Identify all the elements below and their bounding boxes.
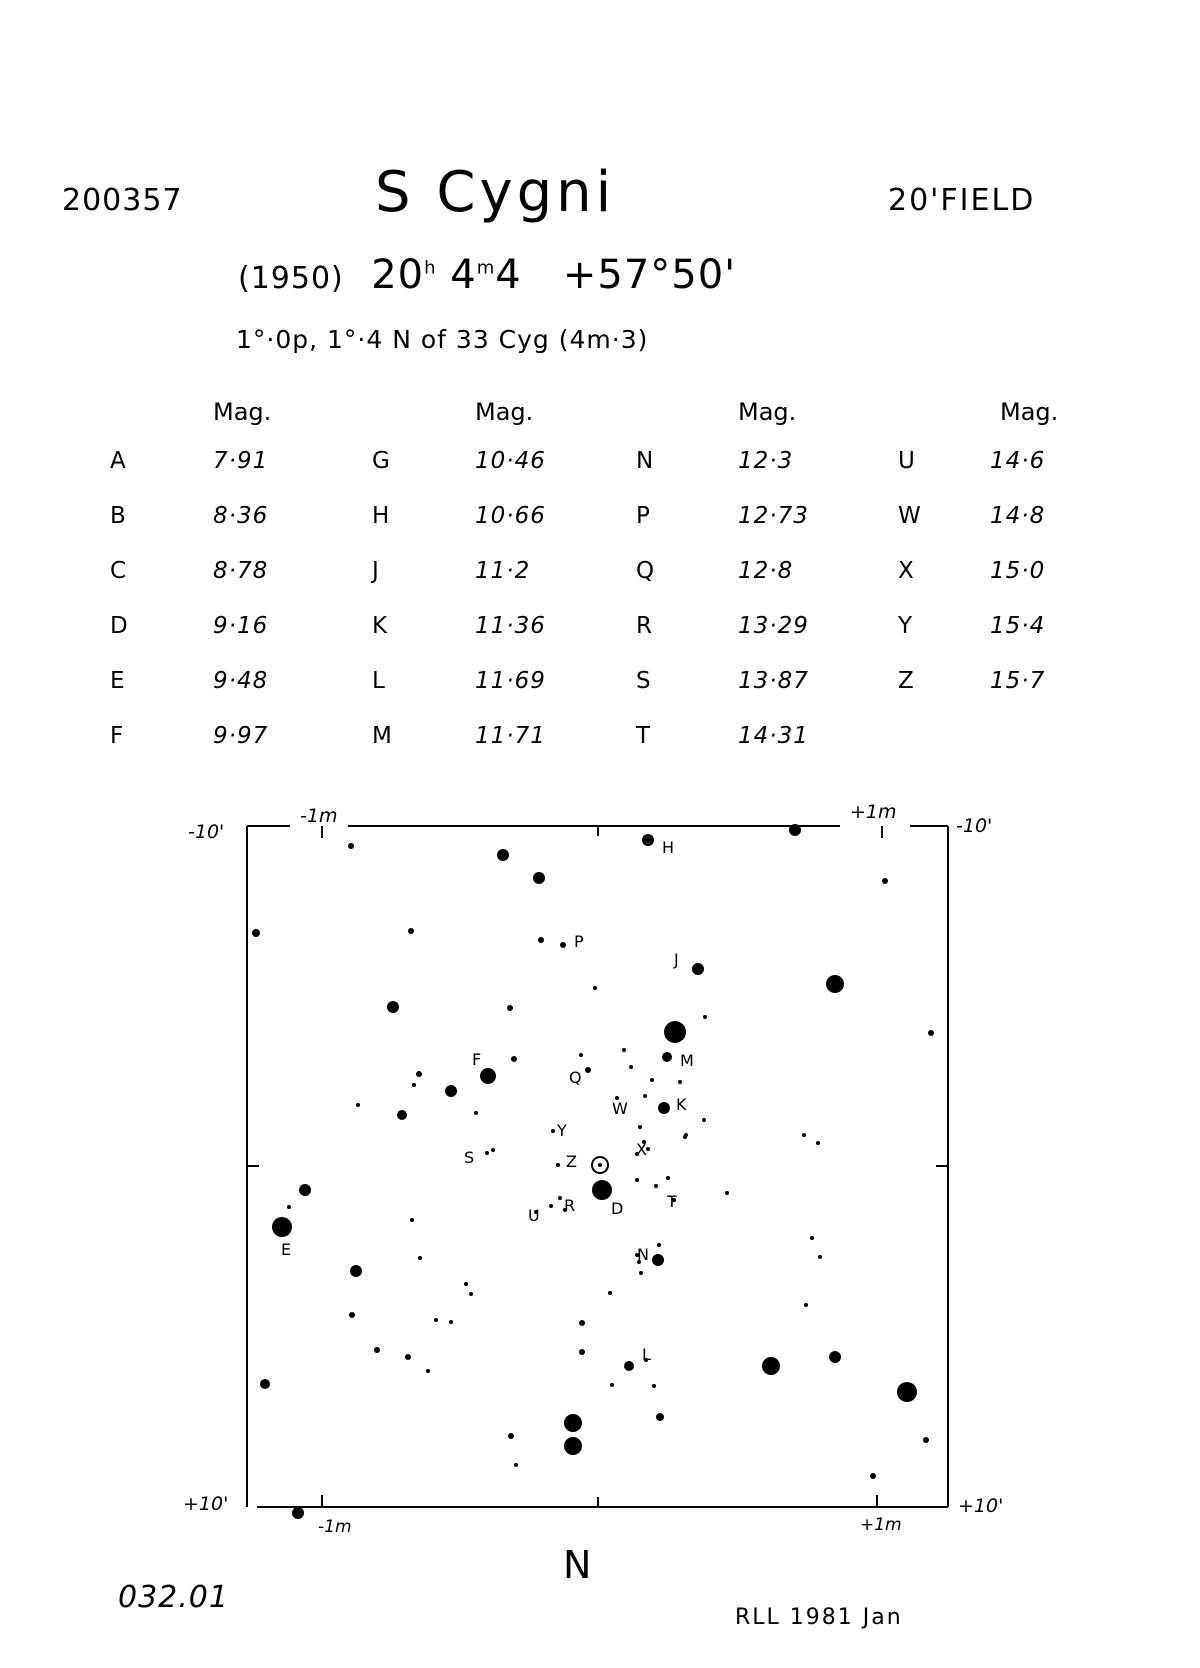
field-star [664, 1021, 686, 1043]
field-star [272, 1217, 292, 1237]
field-star [418, 1256, 422, 1260]
field-star [533, 872, 545, 884]
field-star [560, 942, 566, 948]
star-letter-label: W [612, 1099, 628, 1118]
field-star [497, 849, 509, 861]
coordinates: (1950) 20$^h$ 4$^m$4 +57°50' [238, 252, 737, 298]
comparison-star-magnitude: 11·71 [475, 723, 546, 749]
comparison-star-label: T [636, 723, 652, 749]
star-letter-label: L [642, 1345, 651, 1364]
comparison-star-magnitude: 14·31 [738, 723, 809, 749]
field-star [608, 1291, 612, 1295]
comparison-star-label: L [372, 668, 386, 694]
field-star [287, 1205, 291, 1209]
field-star [579, 1349, 585, 1355]
field-star [412, 1083, 416, 1087]
field-star [638, 1125, 642, 1129]
field-star [469, 1292, 473, 1296]
field-star [426, 1369, 430, 1373]
star-letter-label: E [281, 1240, 292, 1259]
mag-column-heading: Mag. [213, 398, 272, 426]
star-letter-label: H [662, 838, 675, 857]
star-letter-label: Z [566, 1152, 577, 1171]
comparison-star-label: Q [636, 558, 656, 584]
field-star [684, 1133, 688, 1137]
field-star [928, 1030, 934, 1036]
star-name-title: S Cygni [375, 160, 616, 225]
star-letter-label: U [528, 1206, 540, 1225]
comparison-star-label: U [898, 448, 916, 474]
dec-label-bottom-left: +10' [183, 1493, 229, 1515]
field-star [558, 1196, 562, 1200]
field-star [643, 1094, 647, 1098]
comparison-star-label: K [372, 613, 389, 639]
comparison-star-magnitude: 9·48 [213, 668, 269, 694]
field-star [464, 1282, 468, 1286]
field-star [635, 1178, 639, 1182]
field-star [642, 834, 654, 846]
comparison-star-magnitude: 12·8 [738, 558, 794, 584]
field-star [405, 1354, 411, 1360]
comparison-star-magnitude: 9·16 [213, 613, 269, 639]
field-star [349, 1312, 355, 1318]
field-star [556, 1163, 560, 1167]
comparison-star-magnitude: 10·66 [475, 503, 546, 529]
comparison-star-label: G [372, 448, 391, 474]
star-letter-label: P [574, 932, 584, 951]
star-letter-label: Q [569, 1068, 582, 1087]
field-star [650, 1078, 654, 1082]
ra-hours: 20 [371, 252, 425, 298]
field-star [507, 1005, 513, 1011]
field-star [762, 1357, 780, 1375]
comparison-star-label: Z [898, 668, 915, 694]
field-star [397, 1110, 407, 1120]
field-star [818, 1255, 822, 1259]
field-star [434, 1318, 438, 1322]
field-star [514, 1463, 518, 1467]
field-star [449, 1320, 453, 1324]
field-star [666, 1176, 670, 1180]
field-star [564, 1437, 582, 1455]
field-star [810, 1236, 814, 1240]
chart-credit: RLL 1981 Jan [735, 1605, 903, 1630]
star-letter-label: N [637, 1245, 649, 1264]
field-star [416, 1071, 422, 1077]
field-star [639, 1271, 643, 1275]
comparison-star-magnitude: 12·3 [738, 448, 794, 474]
field-star [374, 1347, 380, 1353]
field-star [538, 937, 544, 943]
star-letter-label: T [667, 1192, 677, 1211]
comparison-star-magnitude: 13·29 [738, 613, 809, 639]
comparison-star-magnitude: 12·73 [738, 503, 809, 529]
comparison-star-label: D [110, 613, 129, 639]
ra-label-top-right: +1m [850, 801, 897, 823]
star-letter-label: K [676, 1095, 687, 1114]
ra-label-top-left: -1m [300, 805, 338, 827]
comparison-star-magnitude: 9·97 [213, 723, 269, 749]
field-star [624, 1361, 634, 1371]
star-letter-label: D [611, 1199, 624, 1218]
field-star [804, 1303, 808, 1307]
comparison-star-label: M [372, 723, 393, 749]
field-star [408, 928, 414, 934]
comparison-star-label: P [636, 503, 651, 529]
comparison-star-label: C [110, 558, 128, 584]
field-star [485, 1151, 489, 1155]
comparison-star-magnitude: 8·36 [213, 503, 269, 529]
star-letter-label: J [674, 950, 679, 969]
field-star [348, 843, 354, 849]
field-star [610, 1383, 614, 1387]
star-letter-label: Y [557, 1121, 567, 1140]
field-star [292, 1507, 304, 1519]
field-star [870, 1473, 876, 1479]
north-orientation-label: N [563, 1543, 592, 1587]
field-star [410, 1218, 414, 1222]
comparison-star-label: F [110, 723, 125, 749]
field-star [445, 1085, 457, 1097]
comparison-star-label: R [636, 613, 653, 639]
comparison-star-label: H [372, 503, 391, 529]
star-letter-label: X [636, 1140, 647, 1159]
comparison-star-magnitude: 10·46 [475, 448, 546, 474]
ra-minutes: 4 [450, 252, 477, 298]
dec-label-top-right: -10' [956, 815, 993, 837]
field-star [387, 1001, 399, 1013]
field-star [260, 1379, 270, 1389]
field-star [829, 1351, 841, 1363]
comparison-star-label: J [372, 558, 380, 584]
comparison-star-magnitude: 7·91 [213, 448, 269, 474]
field-star [725, 1191, 729, 1195]
comparison-star-magnitude: 11·69 [475, 668, 546, 694]
comparison-star-label: Y [898, 613, 914, 639]
field-star [551, 1129, 555, 1133]
field-star [923, 1437, 929, 1443]
comparison-star-magnitude: 13·87 [738, 668, 809, 694]
chart-code: 032.01 [118, 1580, 229, 1615]
field-size: 20'FIELD [888, 183, 1036, 218]
comparison-star-label: N [636, 448, 655, 474]
comparison-star-magnitude: 11·2 [475, 558, 531, 584]
field-star [652, 1254, 664, 1266]
field-star [882, 878, 888, 884]
comparison-star-magnitude: 15·4 [990, 613, 1046, 639]
field-star [678, 1080, 682, 1084]
field-star [508, 1433, 514, 1439]
field-star [802, 1133, 806, 1137]
dec-label-bottom-right: +10' [958, 1495, 1004, 1517]
epoch: (1950) [238, 261, 344, 296]
star-letter-label: S [464, 1148, 475, 1167]
ra-label-bottom-right: +1m [860, 1515, 902, 1535]
field-star [480, 1068, 496, 1084]
locator-note: 1°·0p, 1°·4 N of 33 Cyg (4m·3) [236, 325, 649, 354]
field-star [652, 1384, 656, 1388]
ra-label-bottom-left: -1m [318, 1517, 352, 1537]
comparison-star-label: E [110, 668, 126, 694]
mag-column-heading: Mag. [738, 398, 797, 426]
field-star [816, 1141, 820, 1145]
comparison-star-magnitude: 15·0 [990, 558, 1046, 584]
field-star [897, 1382, 917, 1402]
field-star [654, 1184, 658, 1188]
field-star [579, 1320, 585, 1326]
ra-tenths: 4 [495, 252, 522, 298]
field-star [593, 986, 597, 990]
field-star [585, 1067, 591, 1073]
comparison-star-magnitude: 14·6 [990, 448, 1046, 474]
dec-label-top-left: -10' [188, 821, 225, 843]
field-star [622, 1048, 626, 1052]
field-star [564, 1414, 582, 1432]
field-star [629, 1065, 633, 1069]
aavso-designation: 200357 [62, 183, 183, 218]
star-letter-label: F [472, 1050, 482, 1069]
comparison-star-label: X [898, 558, 915, 584]
field-star [656, 1413, 664, 1421]
field-star [299, 1184, 311, 1196]
comparison-star-label: A [110, 448, 127, 474]
comparison-star-label: S [636, 668, 652, 694]
field-star [491, 1148, 495, 1152]
field-star [692, 963, 704, 975]
declination: +57°50' [562, 252, 737, 298]
mag-column-heading: Mag. [1000, 398, 1059, 426]
field-star [350, 1265, 362, 1277]
field-star [703, 1015, 707, 1019]
field-star [252, 929, 260, 937]
field-star [662, 1052, 672, 1062]
field-star [511, 1056, 517, 1062]
mag-column-heading: Mag. [475, 398, 534, 426]
field-star [592, 1180, 612, 1200]
field-star [658, 1102, 670, 1114]
comparison-star-label: W [898, 503, 922, 529]
field-star [356, 1103, 360, 1107]
comparison-star-label: B [110, 503, 127, 529]
comparison-star-magnitude: 8·78 [213, 558, 269, 584]
star-letter-label: M [680, 1051, 694, 1070]
field-star [702, 1118, 706, 1122]
star-letter-label: R [564, 1196, 576, 1215]
field-star [579, 1053, 583, 1057]
field-star [826, 975, 844, 993]
variable-star-center [598, 1163, 602, 1167]
field-star [657, 1243, 661, 1247]
field-star [474, 1111, 478, 1115]
comparison-star-magnitude: 15·7 [990, 668, 1046, 694]
field-star [549, 1204, 553, 1208]
field-star [789, 824, 801, 836]
comparison-star-magnitude: 14·8 [990, 503, 1046, 529]
comparison-star-magnitude: 11·36 [475, 613, 546, 639]
